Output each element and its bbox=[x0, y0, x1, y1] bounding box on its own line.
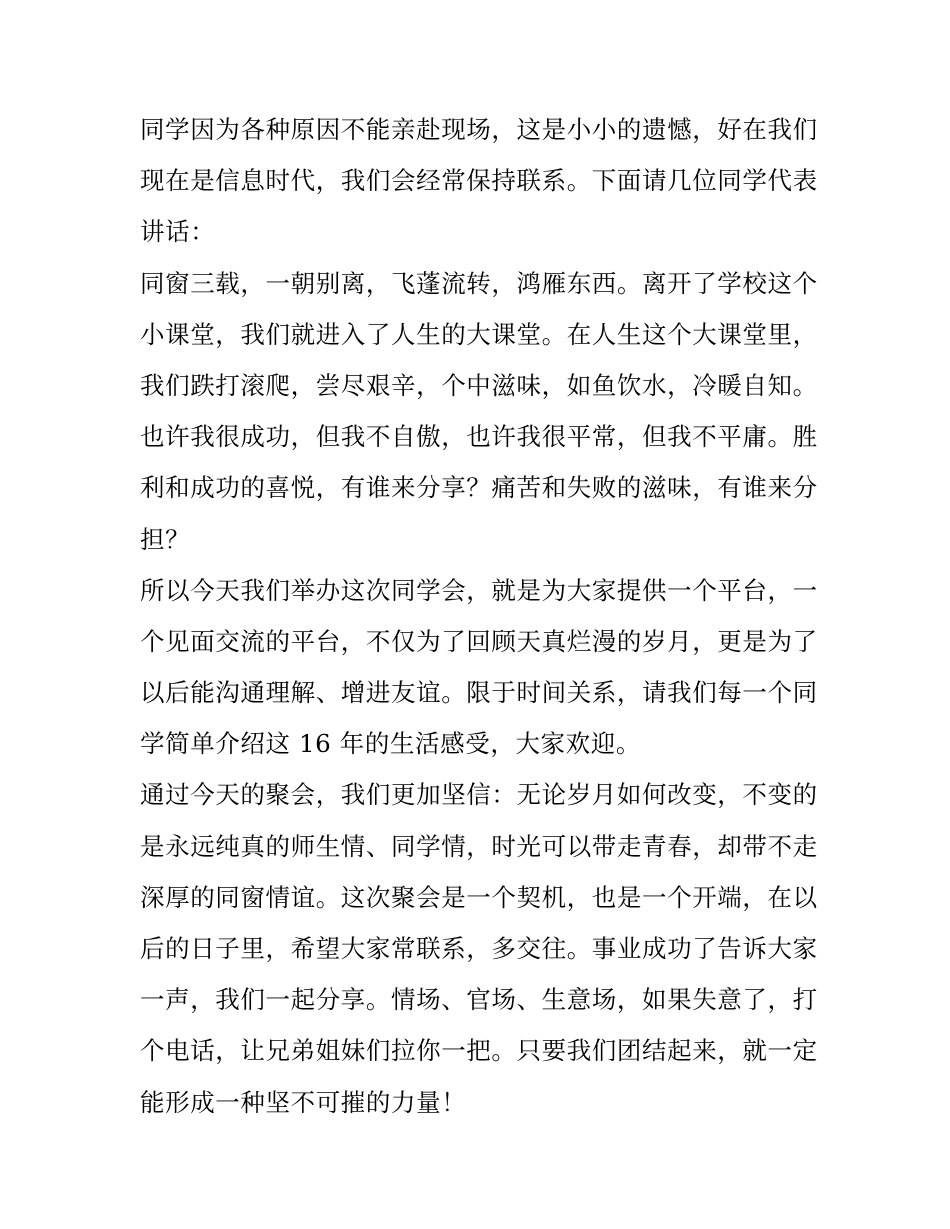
text-line: 学简单介绍这 16 年的生活感受，大家欢迎。 bbox=[140, 729, 641, 759]
text-line: 以后能沟通理解、增进友谊。限于时间关系，请我们每一个同 bbox=[140, 678, 818, 708]
text-line: 我们跌打滚爬，尝尽艰辛，个中滋味，如鱼饮水，冷暖自知。 bbox=[140, 370, 818, 400]
text-line: 是永远纯真的师生情、同学情，时光可以带走青春，却带不走 bbox=[140, 831, 818, 861]
text-line: 担？ bbox=[140, 524, 191, 554]
text-line: 同窗三载，一朝别离，飞蓬流转，鸿雁东西。离开了学校这个 bbox=[140, 268, 818, 298]
text-line: 讲话： bbox=[140, 217, 216, 247]
text-line: 通过今天的聚会，我们更加坚信：无论岁月如何改变，不变的 bbox=[140, 780, 818, 810]
text-line: 同学因为各种原因不能亲赴现场，这是小小的遗憾，好在我们 bbox=[140, 115, 818, 144]
text-line: 小课堂，我们就进入了人生的大课堂。在人生这个大课堂里， bbox=[140, 319, 818, 349]
text-line: 一声，我们一起分享。情场、官场、生意场，如果失意了，打 bbox=[140, 985, 818, 1015]
text-line: 现在是信息时代，我们会经常保持联系。下面请几位同学代表 bbox=[140, 166, 818, 196]
text-line: 能形成一种坚不可摧的力量！ bbox=[140, 1087, 467, 1117]
text-line: 后的日子里，希望大家常联系，多交往。事业成功了告诉大家 bbox=[140, 934, 818, 963]
text-line: 所以今天我们举办这次同学会，就是为大家提供一个平台，一 bbox=[140, 575, 818, 605]
text-line: 个电话，让兄弟姐妹们拉你一把。只要我们团结起来，就一定 bbox=[140, 1036, 818, 1066]
text-line: 深厚的同窗情谊。这次聚会是一个契机，也是一个开端，在以 bbox=[140, 882, 818, 912]
text-line: 也许我很成功，但我不自傲，也许我很平常，但我不平庸。胜 bbox=[140, 422, 818, 452]
text-line: 利和成功的喜悦，有谁来分享？痛苦和失败的滋味，有谁来分 bbox=[140, 473, 818, 503]
document-body bbox=[140, 104, 820, 1128]
text-line: 个见面交流的平台，不仅为了回顾天真烂漫的岁月，更是为了 bbox=[140, 626, 818, 656]
